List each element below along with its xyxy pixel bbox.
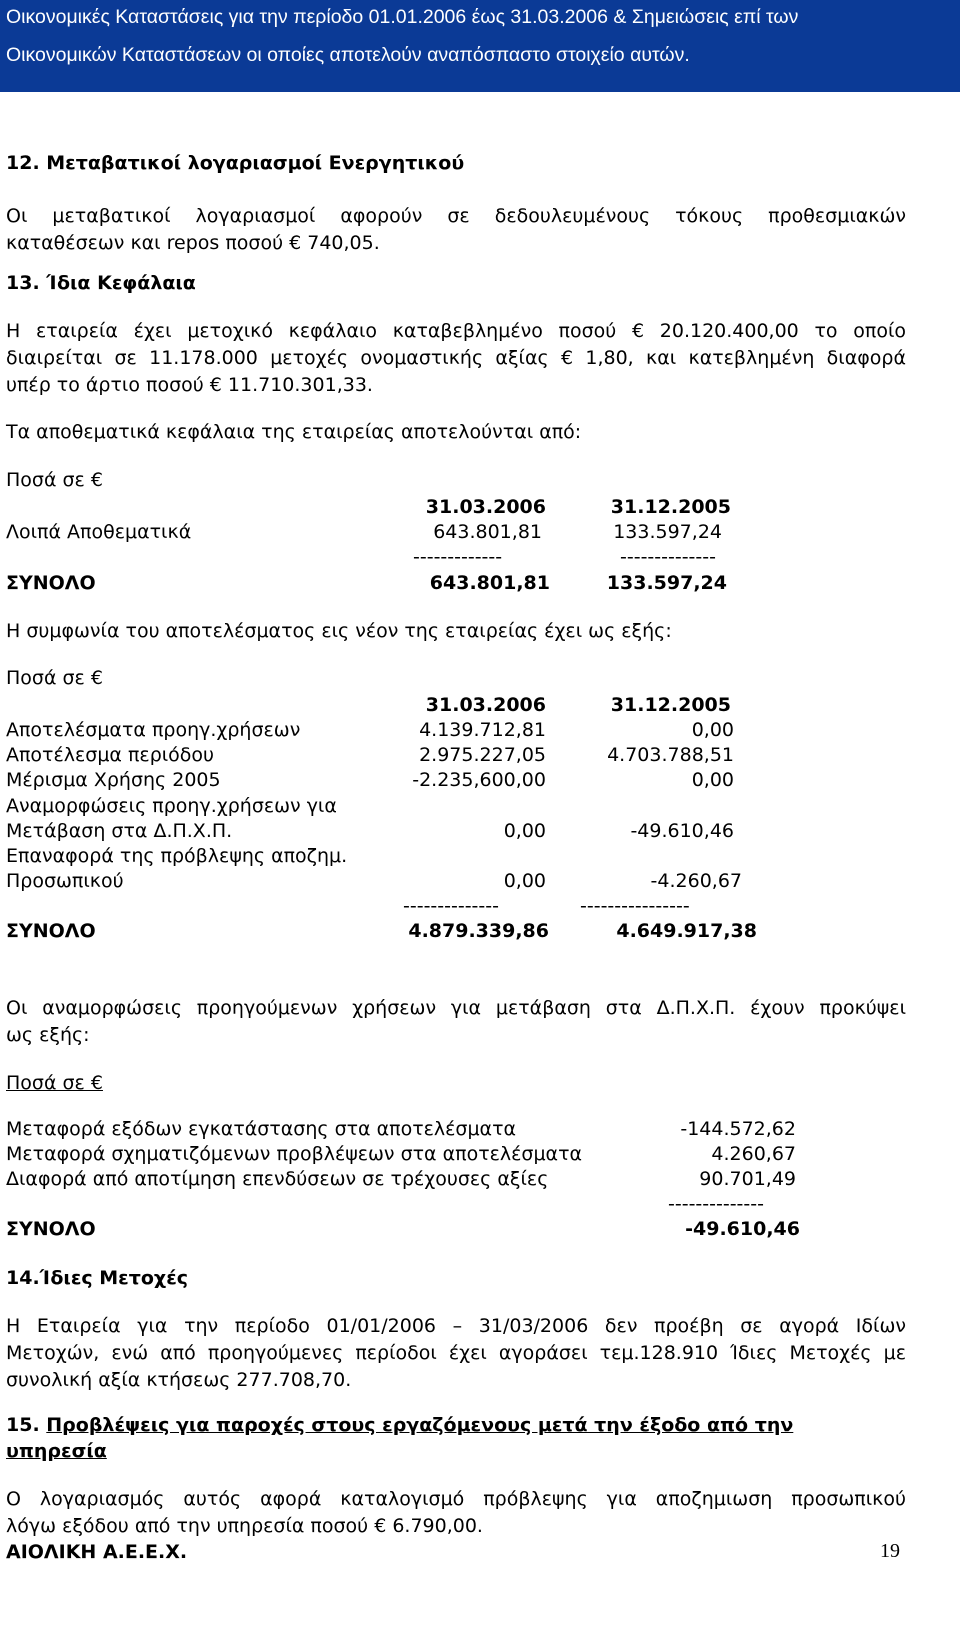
section-14-text-1: Η Εταιρεία για την περίοδο 01/01/2006 – 31/03/2006 δεν προέβη σε αγορά Ιδίων [6,1315,906,1337]
separator-dashes-3: -------------- [403,895,499,917]
section-12-title: 12. Μεταβατικοί λογαριασμοί Ενεργητικού [6,152,465,174]
separator-dashes-2: -------------- [620,546,716,568]
section-15-text-1: Ο λογαριασμός αυτός αφορά καταλογισμό πρόβλεψης για αποζημιωση προσωπικού [6,1488,906,1510]
table-row-value-2005: 0,00 [691,769,734,791]
restatement-row-label: Διαφορά από αποτίμηση επενδύσεων σε τρέχουσες αξίες [6,1168,549,1190]
column-header-2005: 31.12.2005 [610,496,731,518]
separator-dashes-5: -------------- [668,1193,764,1215]
table-row-value-2005: 0,00 [691,719,734,741]
table-row-value-2006: 0,00 [503,820,546,842]
table-row-value-2005: -4.260,67 [650,870,742,892]
column-header-2006: 31.03.2006 [425,496,546,518]
header-line-1: Οικονομικές Καταστάσεις για την περίοδο 01.01.2006 έως 31.03.2006 & Σημειώσεις επί των [6,6,799,28]
reserves-row-value-2006: 643.801,81 [433,521,542,543]
section-15-title-text: Προβλέψεις για παροχές στους εργαζόμενους μετά την έξοδο από την [46,1414,794,1436]
footer-company: ΑΙΟΛΙΚΗ Α.Ε.Ε.Χ. [6,1541,188,1563]
table-row-label: Μετάβαση στα Δ.Π.Χ.Π. [6,820,233,842]
restatement-row-label: Μεταφορά σχηματιζόμενων προβλέψεων στα αποτελέσματα [6,1143,583,1165]
restatement-total-label: ΣΥΝΟΛΟ [6,1218,96,1240]
reserves-row-value-2005: 133.597,24 [613,521,722,543]
reserves-total-label: ΣΥΝΟΛΟ [6,572,96,594]
retained-total-2005: 4.649.917,38 [616,920,757,942]
separator-dashes-1: ------------- [413,546,503,568]
table-row-label: Αναμορφώσεις προηγ.χρήσεων για [6,795,337,817]
table-row-value-2006: 0,00 [503,870,546,892]
page-number: 19 [880,1540,900,1562]
table-row-label: Μέρισμα Χρήσης 2005 [6,769,221,791]
section-13-title: 13. Ίδια Κεφάλαια [6,272,196,294]
restatement-total-value: -49.610,46 [685,1218,800,1240]
section-15-title-1: 15. Προβλέψεις για παροχές στους εργαζόμενους μετά την έξοδο από την [6,1414,794,1436]
section-12-text-1: Οι μεταβατικοί λογαριασμοί αφορούν σε δεδουλευμένους τόκους προθεσμιακών [6,205,906,227]
retained-earnings-intro: Η συμφωνία του αποτελέσματος εις νέον της εταιρείας έχει ως εξής: [6,620,672,642]
table-row-value-2005: -49.610,46 [630,820,734,842]
amounts-label: Ποσά σε € [6,469,103,491]
amounts-label-2: Ποσά σε € [6,667,103,689]
restatement-row-label: Μεταφορά εξόδων εγκατάστασης στα αποτελέσματα [6,1118,517,1140]
retained-total-2006: 4.879.339,86 [408,920,549,942]
reserves-intro: Τα αποθεματικά κεφάλαια της εταιρείας αποτελούνται από: [6,421,582,443]
separator-dashes-4: ---------------- [580,895,690,917]
table-row-label: Επαναφορά της πρόβλεψης αποζημ. [6,845,348,867]
table-row-value-2006: 4.139.712,81 [419,719,546,741]
column-header-2005-b: 31.12.2005 [610,694,731,716]
reserves-total-2005: 133.597,24 [606,572,727,594]
section-13-text-2: διαιρείται σε 11.178.000 μετοχές ονομαστικής αξίας € 1,80, και κατεβλημένη διαφορά [6,347,906,369]
column-header-2006-b: 31.03.2006 [425,694,546,716]
restatement-text-2: ως εξής: [6,1024,90,1046]
table-row-label: Αποτέλεσμα περιόδου [6,744,215,766]
table-row-label: Αποτελέσματα προηγ.χρήσεων [6,719,301,741]
reserves-total-2006: 643.801,81 [429,572,550,594]
retained-total-label: ΣΥΝΟΛΟ [6,920,96,942]
section-14-text-2: Μετοχών, ενώ από προηγούμενες περίοδοι έχει αγοράσει τεμ.128.910 Ίδιες Μετοχές με [6,1342,906,1364]
restatement-row-value: 90.701,49 [699,1168,796,1190]
restatement-row-value: -144.572,62 [680,1118,796,1140]
header-line-2: Οικονομικών Καταστάσεων οι οποίες αποτελούν αναπόσπαστο στοιχείο αυτών. [6,44,690,66]
reserves-row-label: Λοιπά Αποθεματικά [6,521,192,543]
table-row-value-2006: 2.975.227,05 [419,744,546,766]
section-13-text-1: Η εταιρεία έχει μετοχικό κεφάλαιο καταβεβλημένο ποσού € 20.120.400,00 το οποίο [6,320,906,342]
section-13-text-3: υπέρ το άρτιο ποσού € 11.710.301,33. [6,374,373,396]
amounts-label-3: Ποσά σε € [6,1072,103,1094]
section-14-text-3: συνολική αξία κτήσεως 277.708,70. [6,1369,352,1391]
section-15-text-2: λόγω εξόδου από την υπηρεσία ποσού € 6.790,00. [6,1515,483,1537]
table-row-value-2006: -2.235,600,00 [412,769,546,791]
restatement-text-1: Οι αναμορφώσεις προηγούμενων χρήσεων για μετάβαση στα Δ.Π.Χ.Π. έχουν προκύψει [6,997,906,1019]
table-row-label: Προσωπικού [6,870,124,892]
table-row-value-2005: 4.703.788,51 [607,744,734,766]
section-15-title-2: υπηρεσία [6,1440,107,1462]
section-12-text-2: καταθέσεων και repos ποσού € 740,05. [6,232,380,254]
restatement-row-value: 4.260,67 [711,1143,796,1165]
section-14-title: 14.Ίδιες Μετοχές [6,1267,189,1289]
